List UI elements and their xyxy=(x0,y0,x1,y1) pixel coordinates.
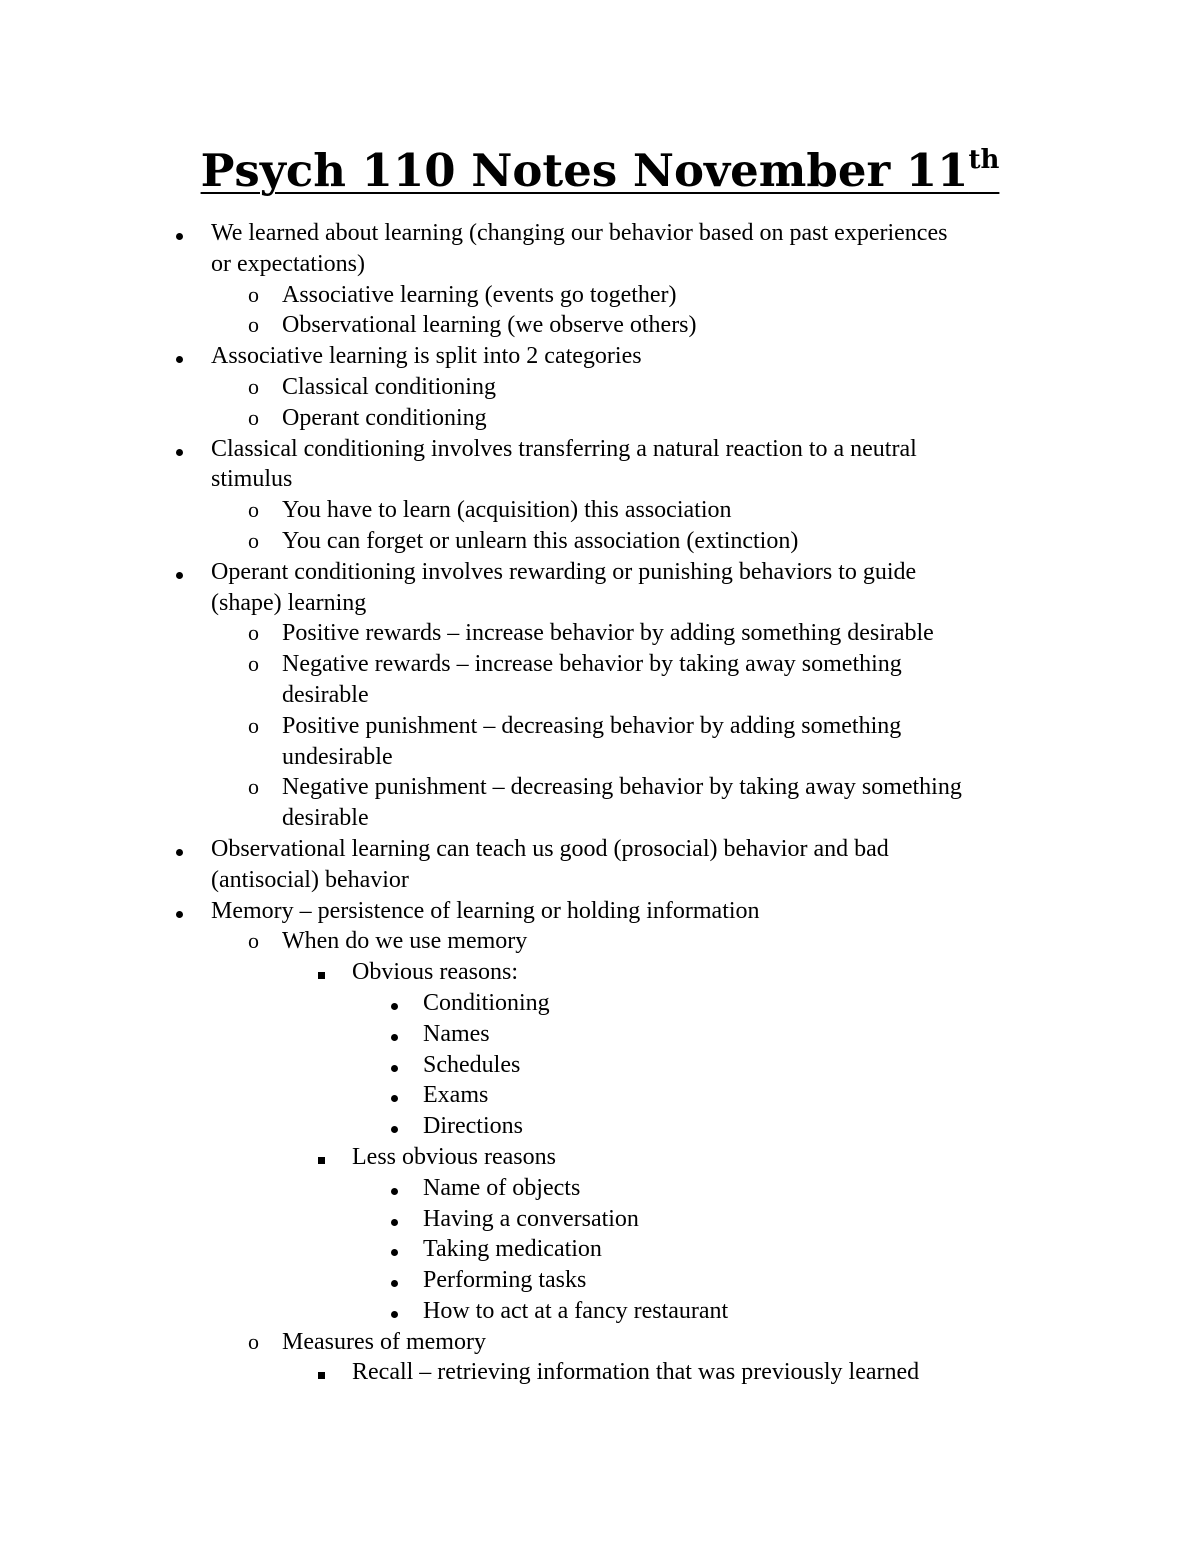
circle-icon: o xyxy=(248,497,259,523)
list-item-text: (antisocial) behavior xyxy=(211,866,409,893)
list-item xyxy=(0,711,1200,742)
list-item xyxy=(0,742,1200,773)
title-text: Psych 110 Notes November 11 xyxy=(200,144,969,197)
list-item-text: Recall – retrieving information that was previously learned xyxy=(352,1359,920,1386)
list-item-text: Positive rewards – increase behavior by adding something desirable xyxy=(282,620,934,647)
bullet-icon xyxy=(389,1173,401,1204)
list-item xyxy=(0,1173,1200,1204)
list-item-text: (shape) learning xyxy=(211,589,367,616)
circle-icon: o xyxy=(248,928,259,954)
list-item xyxy=(0,588,1200,619)
list-item-text: We learned about learning (changing our behavior based on past experiences xyxy=(211,220,948,246)
circle-icon: o xyxy=(248,312,259,338)
list-item xyxy=(0,1296,1200,1327)
list-item xyxy=(0,896,1200,927)
list-item xyxy=(0,280,1200,311)
square-icon xyxy=(318,1357,325,1388)
list-item-text: Operant conditioning xyxy=(282,404,487,431)
list-item-text: Names xyxy=(423,1020,490,1047)
list-item-text: desirable xyxy=(282,805,369,832)
square-icon xyxy=(318,957,325,988)
list-item xyxy=(0,926,1200,957)
bullet-icon xyxy=(389,1080,401,1111)
list-item-text: Negative punishment – decreasing behavior by taking away something xyxy=(282,774,962,801)
list-item xyxy=(0,403,1200,434)
list-item xyxy=(0,434,1200,465)
list-item-text: Observational learning can teach us good (prosocial) behavior and bad xyxy=(211,835,889,862)
list-item-text: How to act at a fancy restaurant xyxy=(423,1297,729,1324)
list-item xyxy=(0,1234,1200,1265)
bullet-icon xyxy=(174,896,186,927)
list-item-text: When do we use memory xyxy=(282,928,528,955)
list-item-text: Obvious reasons: xyxy=(352,959,518,986)
list-item xyxy=(0,1080,1200,1111)
list-item xyxy=(0,526,1200,557)
list-item-text: Schedules xyxy=(423,1051,521,1078)
title-text-wrapper xyxy=(201,144,1000,197)
circle-icon: o xyxy=(248,620,259,646)
bullet-icon xyxy=(389,988,401,1019)
notes-list xyxy=(0,218,1200,1388)
list-item-text: or expectations) xyxy=(211,250,365,277)
list-item xyxy=(0,249,1200,280)
list-item-text: Positive punishment – decreasing behavior by adding something xyxy=(282,712,902,739)
list-item-text: undesirable xyxy=(282,743,393,770)
list-item xyxy=(0,649,1200,680)
list-item-text: Associative learning (events go together) xyxy=(282,281,677,308)
list-item xyxy=(0,495,1200,526)
list-item xyxy=(0,218,1200,249)
list-item xyxy=(0,464,1200,495)
list-item-text: stimulus xyxy=(211,466,293,493)
bullet-icon xyxy=(389,1111,401,1142)
list-item-text: Classical conditioning involves transferring a natural reaction to a neutral xyxy=(211,435,917,462)
list-item xyxy=(0,1357,1200,1388)
list-item xyxy=(0,957,1200,988)
circle-icon: o xyxy=(248,774,259,800)
list-item xyxy=(0,1050,1200,1081)
list-item-text: Classical conditioning xyxy=(282,373,496,400)
list-item xyxy=(0,988,1200,1019)
list-item xyxy=(0,310,1200,341)
list-item xyxy=(0,1019,1200,1050)
circle-icon: o xyxy=(248,281,259,307)
circle-icon: o xyxy=(248,373,259,399)
list-item-text: Name of objects xyxy=(423,1174,581,1201)
list-item xyxy=(0,372,1200,403)
list-item xyxy=(0,803,1200,834)
list-item-text: You can forget or unlearn this association (extinction) xyxy=(282,527,799,554)
circle-icon: o xyxy=(248,527,259,553)
list-item-text: Conditioning xyxy=(423,989,550,1016)
list-item-text: desirable xyxy=(282,681,369,708)
bullet-icon xyxy=(389,1204,401,1235)
list-item xyxy=(0,680,1200,711)
list-item xyxy=(0,341,1200,372)
circle-icon: o xyxy=(248,651,259,677)
list-item xyxy=(0,1204,1200,1235)
bullet-icon xyxy=(389,1296,401,1327)
bullet-icon xyxy=(389,1265,401,1296)
circle-icon: o xyxy=(248,404,259,430)
bullet-icon xyxy=(174,341,186,372)
list-item xyxy=(0,834,1200,865)
circle-icon: o xyxy=(248,712,259,738)
list-item-text: Negative rewards – increase behavior by taking away something xyxy=(282,651,902,678)
list-item-text: Measures of memory xyxy=(282,1328,486,1355)
list-item xyxy=(0,772,1200,803)
square-icon xyxy=(318,1142,325,1173)
list-item-text: Performing tasks xyxy=(423,1267,587,1294)
list-item-text: You have to learn (acquisition) this association xyxy=(282,497,732,524)
circle-icon: o xyxy=(248,1328,259,1354)
list-item-text: Exams xyxy=(423,1082,489,1109)
list-item xyxy=(0,557,1200,588)
title-superscript: th xyxy=(968,145,1000,175)
page-title xyxy=(0,140,1200,202)
list-item xyxy=(0,1265,1200,1296)
list-item-text: Memory – persistence of learning or holding information xyxy=(211,897,760,924)
list-item-text: Directions xyxy=(423,1113,523,1140)
bullet-icon xyxy=(174,434,186,465)
list-item-text: Operant conditioning involves rewarding or punishing behaviors to guide xyxy=(211,558,917,585)
list-item xyxy=(0,865,1200,896)
bullet-icon xyxy=(389,1234,401,1265)
list-item-text: Taking medication xyxy=(423,1236,602,1263)
list-item xyxy=(0,1111,1200,1142)
list-item-text: Having a conversation xyxy=(423,1205,639,1232)
list-item-text: Observational learning (we observe others) xyxy=(282,312,697,339)
bullet-icon xyxy=(389,1050,401,1081)
list-item xyxy=(0,1327,1200,1358)
list-item-text: Associative learning is split into 2 categories xyxy=(211,343,642,370)
bullet-icon xyxy=(174,557,186,588)
list-item xyxy=(0,1142,1200,1173)
bullet-icon xyxy=(174,218,186,249)
bullet-icon xyxy=(174,834,186,865)
list-item xyxy=(0,618,1200,649)
list-item-text: Less obvious reasons xyxy=(352,1143,556,1170)
bullet-icon xyxy=(389,1019,401,1050)
